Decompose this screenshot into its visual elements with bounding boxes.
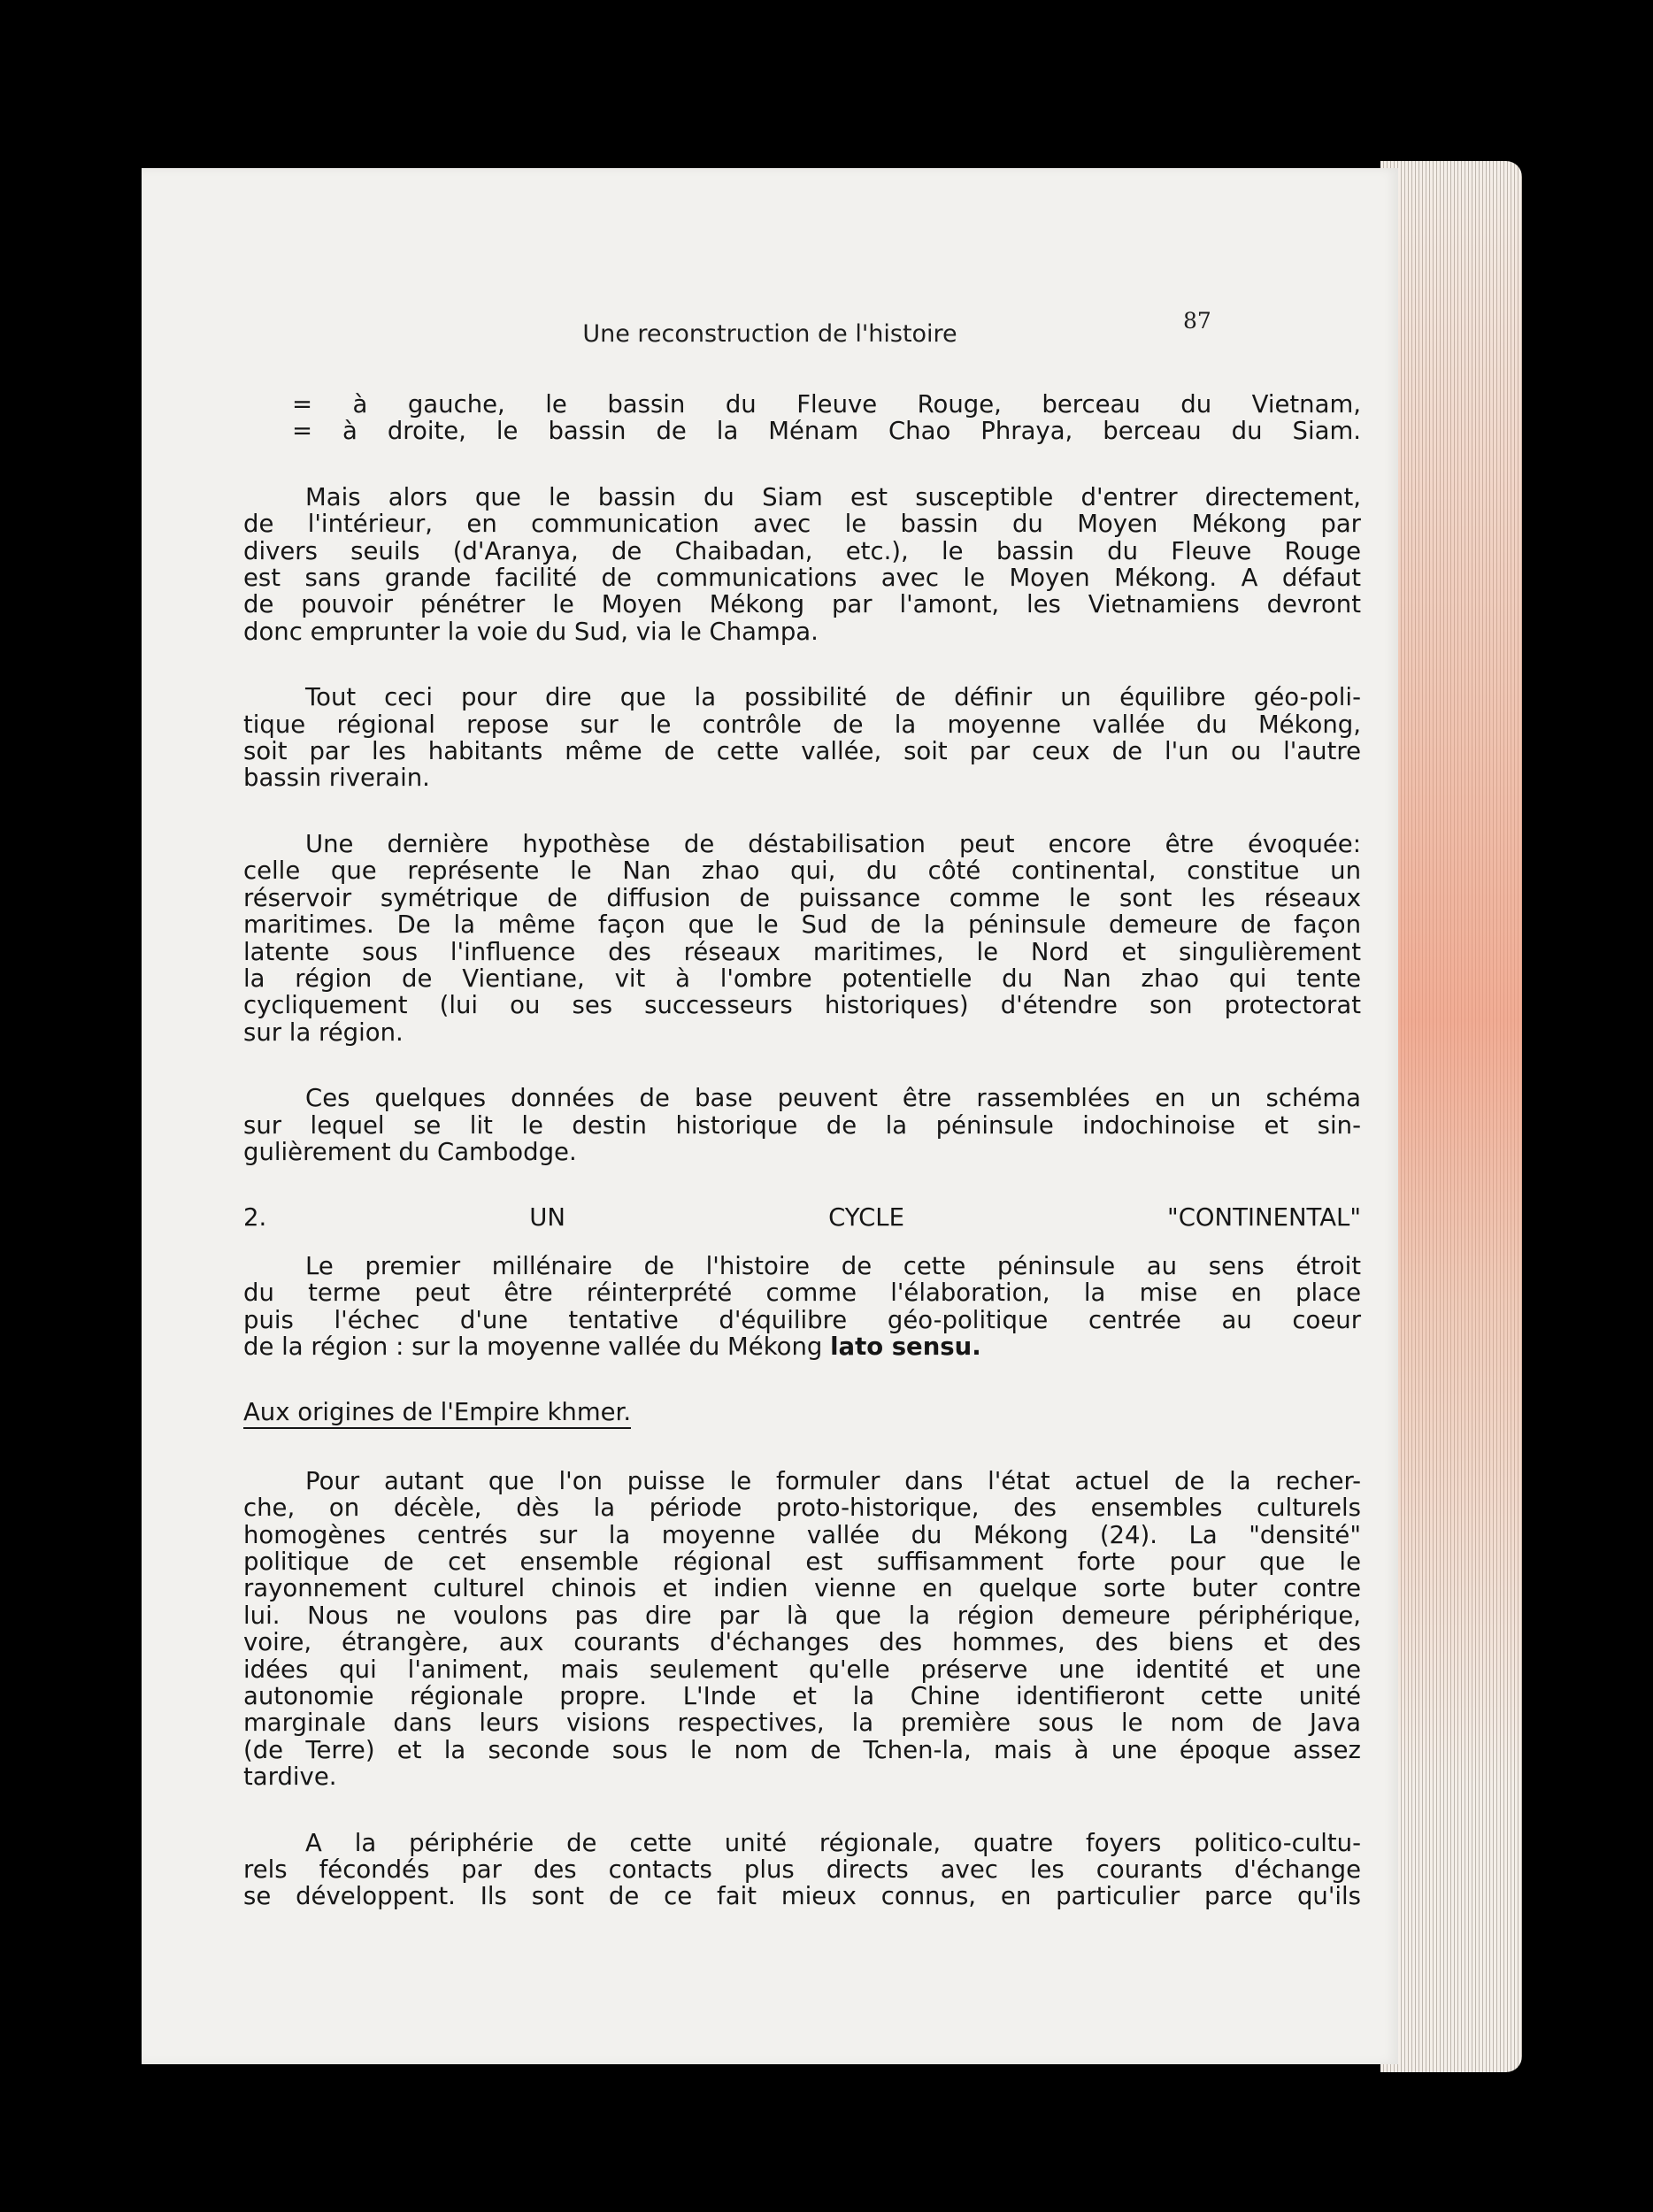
text-line: soit par les habitants même de cette vallée, soit par ceux de l'un ou l'autre bbox=[243, 737, 1361, 766]
paragraph bbox=[243, 1085, 1361, 1165]
text-line: sur lequel se lit le destin historique de la péninsule indochinoise et sin- bbox=[243, 1110, 1361, 1140]
text-line: rels fécondés par des contacts plus directs avec les courants d'échange bbox=[243, 1855, 1361, 1885]
text-line: puis l'échec d'une tentative d'équilibre géo-politique centrée au coeur bbox=[243, 1305, 1361, 1334]
text-line: A la périphérie de cette unité régionale, quatre foyers politico-cultu- bbox=[305, 1828, 1361, 1857]
text-line: maritimes. De la même façon que le Sud de la péninsule demeure de façon bbox=[243, 910, 1361, 940]
text-line: divers seuils (d'Aranya, de Chaibadan, etc.), le bassin du Fleuve Rouge bbox=[243, 536, 1361, 565]
page-edges bbox=[1380, 161, 1522, 2072]
running-head: Une reconstruction de l'histoire bbox=[582, 320, 957, 348]
text-line: voire, étrangère, aux courants d'échanges des hommes, des biens et des bbox=[243, 1628, 1361, 1657]
text-line: sur la région. bbox=[243, 1018, 404, 1047]
emphasis: lato sensu. bbox=[830, 1332, 981, 1361]
paragraph bbox=[243, 1253, 1361, 1361]
text-line: gulièrement du Cambodge. bbox=[243, 1137, 577, 1166]
paragraph bbox=[243, 1468, 1361, 1791]
paragraph bbox=[243, 831, 1361, 1046]
text-line: réservoir symétrique de diffusion de puissance comme le sont les réseaux bbox=[243, 883, 1361, 912]
text-line: tardive. bbox=[243, 1763, 337, 1792]
book-page bbox=[142, 168, 1398, 2064]
text-line: Une dernière hypothèse de déstabilisation peut encore être évoquée: bbox=[305, 829, 1361, 858]
list-item: = à droite, le bassin de la Ménam Chao Phraya, berceau du Siam. bbox=[292, 417, 1361, 446]
text-line: homogènes centrés sur la moyenne vallée du Mékong (24). La "densité" bbox=[243, 1520, 1361, 1549]
text-line: marginale dans leurs visions respectives, la première sous le nom de Java bbox=[243, 1709, 1361, 1738]
text-line: autonomie régionale propre. L'Inde et la Chine identifieront cette unité bbox=[243, 1682, 1361, 1711]
paragraph bbox=[243, 484, 1361, 645]
text-line: du terme peut être réinterprété comme l'élaboration, la mise en place bbox=[243, 1279, 1361, 1308]
paragraph bbox=[243, 1830, 1361, 1910]
text-line: Mais alors que le bassin du Siam est susceptible d'entrer directement, bbox=[305, 482, 1361, 511]
text-line: Pour autant que l'on puisse le formuler dans l'état actuel de la recher- bbox=[305, 1466, 1361, 1495]
section-heading: 2. UN CYCLE "CONTINENTAL" bbox=[243, 1203, 1361, 1233]
paragraph bbox=[243, 684, 1361, 792]
list-item: = à gauche, le bassin du Fleuve Rouge, berceau du Vietnam, bbox=[292, 390, 1361, 419]
text-line: de pouvoir pénétrer le Moyen Mékong par l'amont, les Vietnamiens devront bbox=[243, 590, 1361, 619]
page-number: 87 bbox=[1183, 308, 1211, 334]
text-line: idées qui l'animent, mais seulement qu'elle préserve une identité et une bbox=[243, 1655, 1361, 1684]
text-line: celle que représente le Nan zhao qui, du côté continental, constitue un bbox=[243, 856, 1361, 886]
text-line: che, on décèle, dès la période proto-historique, des ensembles culturels bbox=[243, 1494, 1361, 1523]
text-line: Ces quelques données de base peuvent être rassemblées en un schéma bbox=[305, 1084, 1361, 1113]
text-line: de la région : sur la moyenne vallée du Mékong lato sensu. bbox=[243, 1332, 981, 1361]
text-line: Le premier millénaire de l'histoire de cette péninsule au sens étroit bbox=[305, 1251, 1361, 1280]
text-line: lui. Nous ne voulons pas dire par là que la région demeure périphérique, bbox=[243, 1601, 1361, 1630]
subheading: Aux origines de l'Empire khmer. bbox=[243, 1399, 631, 1428]
text-line: rayonnement culturel chinois et indien vienne en quelque sorte buter contre bbox=[243, 1574, 1361, 1603]
text-line: bassin riverain. bbox=[243, 764, 430, 793]
text-line: de l'intérieur, en communication avec le bassin du Moyen Mékong par bbox=[243, 510, 1361, 539]
text-line: latente sous l'influence des réseaux maritimes, le Nord et singulièrement bbox=[243, 937, 1361, 966]
text-line: Tout ceci pour dire que la possibilité de définir un équilibre géo-poli- bbox=[305, 683, 1361, 712]
text-line: politique de cet ensemble régional est suffisamment forte pour que le bbox=[243, 1548, 1361, 1576]
text-line: se développent. Ils sont de ce fait mieux connus, en particulier parce qu'ils bbox=[243, 1882, 1361, 1911]
body-text bbox=[243, 391, 1361, 1910]
text-line: la région de Vientiane, vit à l'ombre potentielle du Nan zhao qui tente bbox=[243, 964, 1361, 993]
text-line: (de Terre) et la seconde sous le nom de Tchen-la, mais à une époque assez bbox=[243, 1735, 1361, 1764]
text-line: donc emprunter la voie du Sud, via le Champa. bbox=[243, 617, 819, 646]
text-line: tique régional repose sur le contrôle de la moyenne vallée du Mékong, bbox=[243, 710, 1361, 739]
text-line: est sans grande facilité de communications avec le Moyen Mékong. A défaut bbox=[243, 564, 1361, 593]
text-line: cycliquement (lui ou ses successeurs historiques) d'étendre son protectorat bbox=[243, 991, 1361, 1020]
